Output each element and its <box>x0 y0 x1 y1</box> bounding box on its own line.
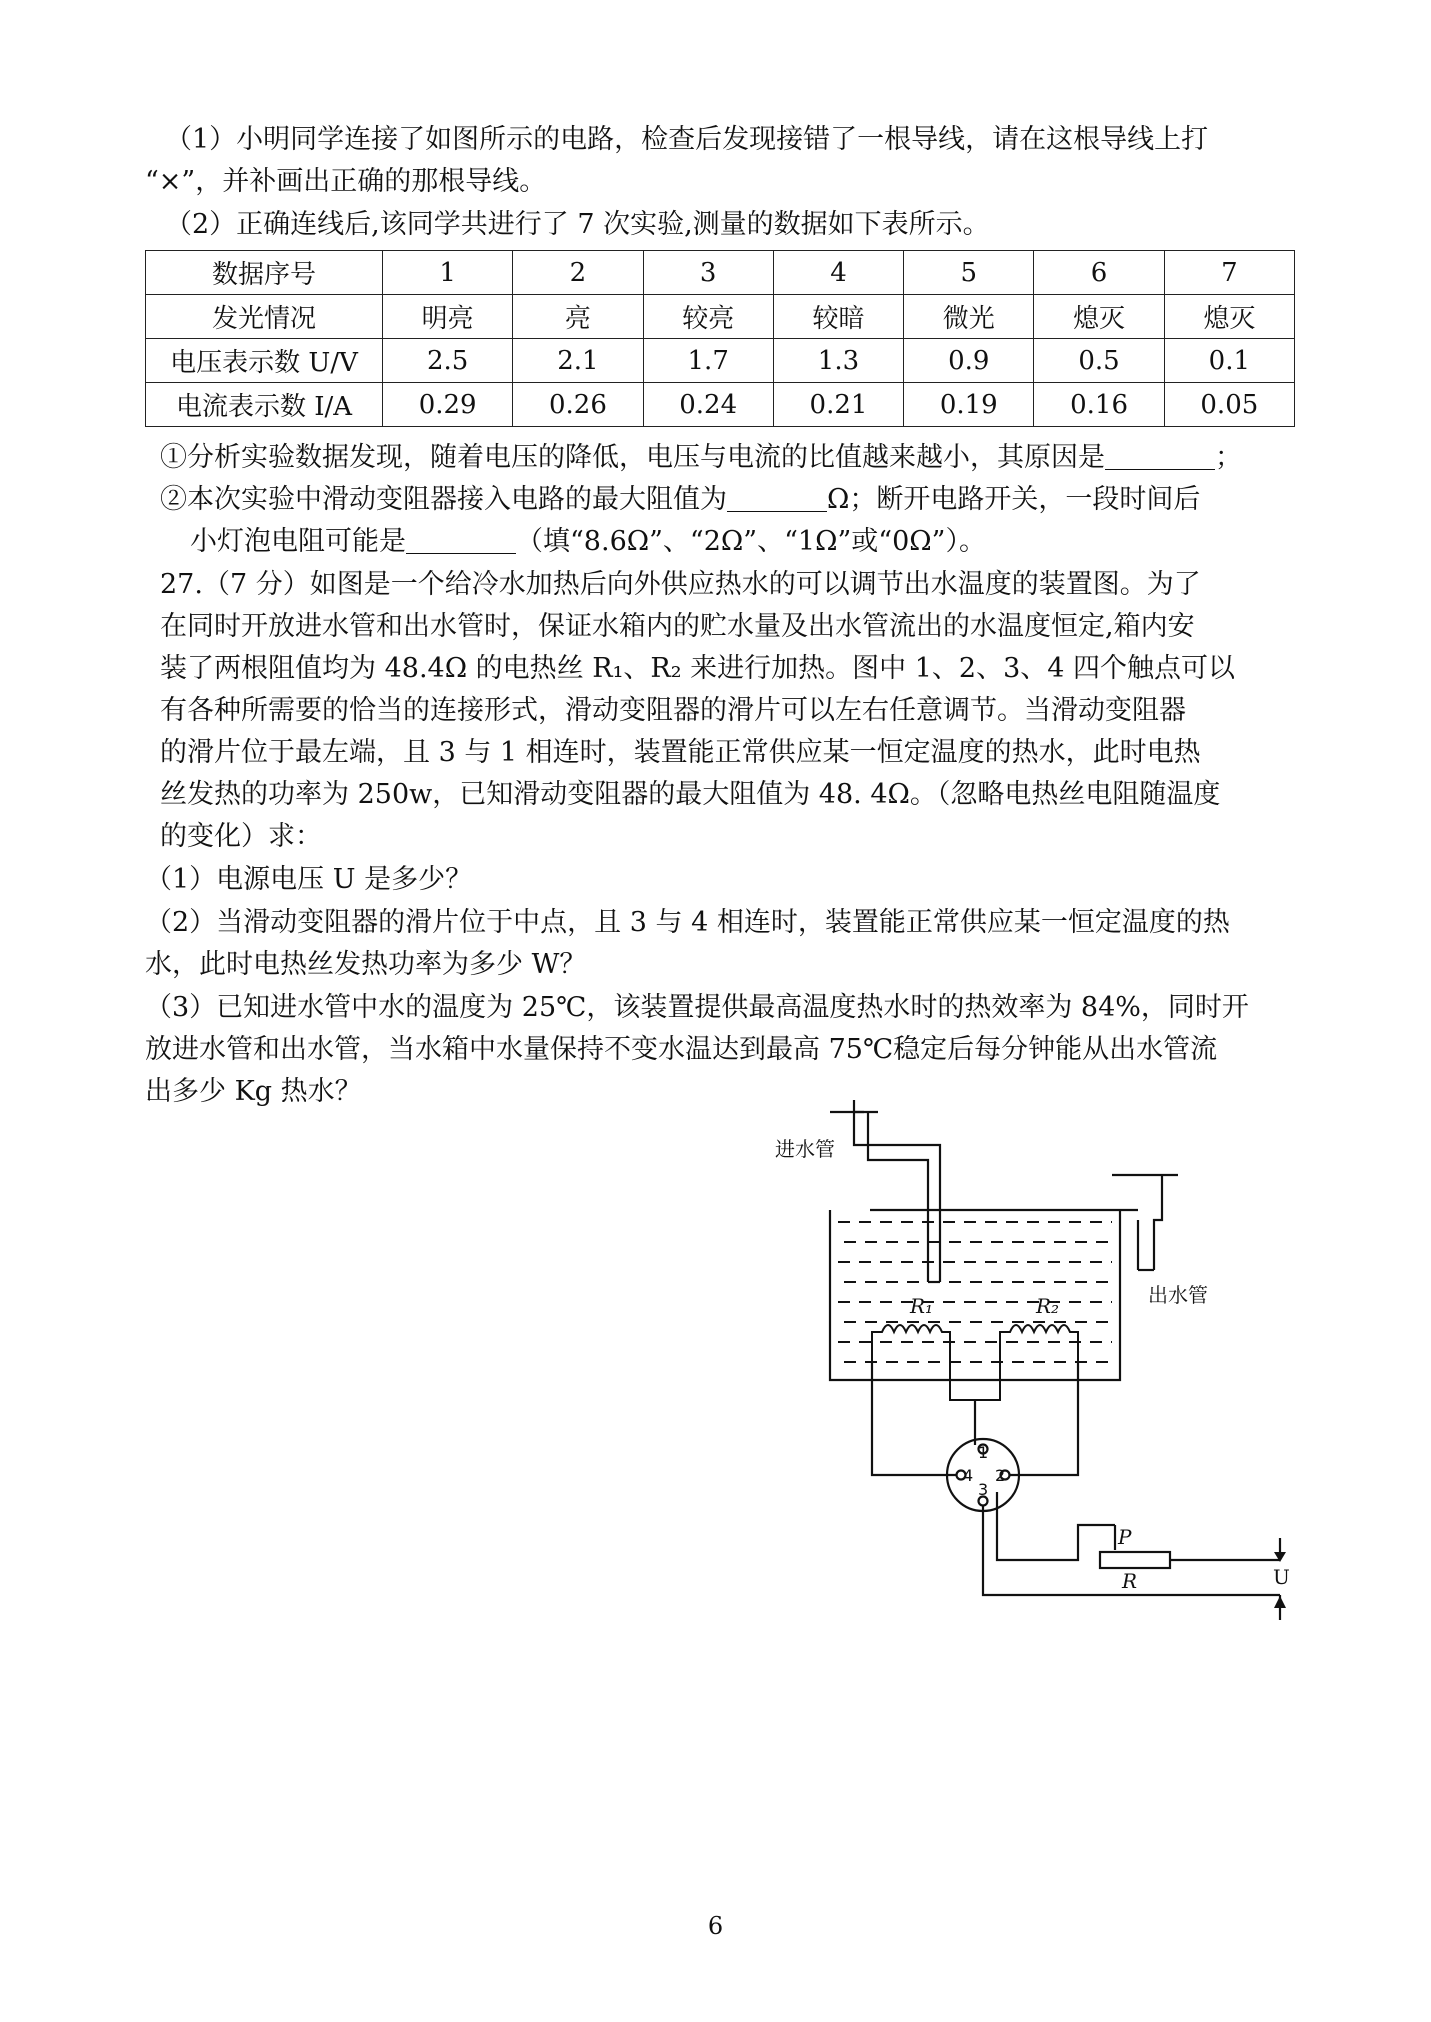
table-header-cell: 1 <box>383 251 513 295</box>
wire-to-slider <box>997 1492 1100 1560</box>
q27-question3-line: （3）已知进水管中水的温度为 25℃，该装置提供最高温度热水时的热效率为 84%，同时开 <box>145 992 1249 1023</box>
slider-label: P <box>1118 1525 1132 1549</box>
table-cell: 明亮 <box>383 295 513 339</box>
q26-sub2 <box>160 480 1200 520</box>
table-cell: 1.7 <box>643 339 773 383</box>
q27-stem-line: 丝发热的功率为 250w，已知滑动变阻器的最大阻值为 48. 4Ω。（忽略电热丝电阻随温度 <box>160 779 1221 810</box>
contact-3: 3 <box>978 1480 989 1499</box>
table-header-cell: 6 <box>1034 251 1164 295</box>
table-header-label: 数据序号 <box>146 251 383 295</box>
table-cell: 0.29 <box>383 383 513 427</box>
rheostat-label: R <box>1122 1569 1138 1593</box>
contact-4: 4 <box>963 1466 974 1485</box>
table-header-row <box>146 251 1295 295</box>
contact-2: 2 <box>995 1466 1006 1485</box>
inlet-label: 进水管 <box>775 1137 835 1161</box>
contact-1: 1 <box>978 1443 989 1462</box>
answer-blank[interactable] <box>727 483 827 512</box>
q27-stem-line: 27.（7 分）如图是一个给冷水加热后向外供应热水的可以调节出水温度的装置图。为了 <box>160 569 1201 600</box>
water-tank <box>830 1210 1120 1380</box>
table-cell: 熄灭 <box>1164 295 1294 339</box>
table-row <box>146 383 1295 427</box>
table-cell: 0.1 <box>1164 339 1294 383</box>
q27-stem-line: 的变化）求： <box>160 821 322 852</box>
q27-question2-line: （2）当滑动变阻器的滑片位于中点，且 3 与 4 相连时，装置能正常供应某一恒定温度的热 <box>145 907 1230 938</box>
table-cell: 较亮 <box>643 295 773 339</box>
q26-sub2-text-c: 小灯泡电阻可能是 <box>190 526 406 557</box>
q26-part1-line1: （1）小明同学连接了如图所示的电路，检查后发现接错了一根导线，请在这根导线上打 <box>165 124 1209 155</box>
q26-sub1 <box>160 438 1242 478</box>
q26-sub1-text: ①分析实验数据发现，随着电压的降低，电压与电流的比值越来越小，其原因是 <box>160 442 1105 473</box>
table-cell: 0.16 <box>1034 383 1164 427</box>
q26-sub1-end: ； <box>1215 442 1242 473</box>
q27-question2-line: 水，此时电热丝发热功率为多少 W？ <box>145 949 587 980</box>
q26-part2-intro: （2）正确连线后,该同学共进行了 7 次实验,测量的数据如下表所示。 <box>165 209 990 240</box>
table-cell: 微光 <box>904 295 1034 339</box>
q27-stem-line: 有各种所需要的恰当的连接形式，滑动变阻器的滑片可以左右任意调节。当滑动变阻器 <box>160 695 1186 726</box>
table-header-cell: 2 <box>513 251 643 295</box>
water-heater-diagram <box>760 1100 1320 1660</box>
table-cell: 熄灭 <box>1034 295 1164 339</box>
table-cell: 2.1 <box>513 339 643 383</box>
table-cell: 亮 <box>513 295 643 339</box>
heater-r1 <box>872 1325 950 1362</box>
wire-r1-to-4 <box>872 1415 960 1475</box>
q27-stem-line: 的滑片位于最左端，且 3 与 1 相连时，装置能正常供应某一恒定温度的热水，此时电热 <box>160 737 1201 768</box>
table-header-cell: 4 <box>773 251 903 295</box>
q26-sub2-text-b: Ω；断开电路开关，一段时间后 <box>827 484 1201 515</box>
table-cell: 0.21 <box>773 383 903 427</box>
table-cell: 2.5 <box>383 339 513 383</box>
table-cell: 0.26 <box>513 383 643 427</box>
terminal-arrow-icon <box>1274 1596 1286 1608</box>
answer-blank[interactable] <box>406 525 516 554</box>
table-cell: 0.5 <box>1034 339 1164 383</box>
row-label: 电压表示数 U/V <box>146 339 383 383</box>
table-cell: 0.9 <box>904 339 1034 383</box>
outlet-label: 出水管 <box>1148 1283 1208 1307</box>
q26-sub2-text-d: （填“8.6Ω”、“2Ω”、“1Ω”或“0Ω”）。 <box>516 526 986 557</box>
table-cell: 0.05 <box>1164 383 1294 427</box>
table-cell: 0.19 <box>904 383 1034 427</box>
outlet-pipe <box>1138 1175 1162 1270</box>
q26-part1-line2: “×”，并补画出正确的那根导线。 <box>145 166 547 197</box>
voltage-label: U <box>1273 1565 1290 1589</box>
row-label: 电流表示数 I/A <box>146 383 383 427</box>
table-row <box>146 295 1295 339</box>
r1-label: R₁ <box>910 1294 934 1318</box>
q27-stem-line: 在同时开放进水管和出水管时，保证水箱内的贮水量及出水管流出的水温度恒定,箱内安 <box>160 611 1195 642</box>
q26-sub2-text-a: ②本次实验中滑动变阻器接入电路的最大阻值为 <box>160 484 727 515</box>
q27-stem-line: 装了两根阻值均为 48.4Ω 的电热丝 R₁、R₂ 来进行加热。图中 1、2、3、4 四个触点可以 <box>160 653 1236 684</box>
page-number: 6 <box>707 1912 724 1940</box>
table-cell: 1.3 <box>773 339 903 383</box>
q27-question3-line: 放进水管和出水管，当水箱中水量保持不变水温达到最高 75℃稳定后每分钟能从出水管流 <box>145 1034 1218 1065</box>
q26-sub2-cont <box>190 522 986 562</box>
rheostat-r <box>1100 1552 1170 1568</box>
table-header-cell: 5 <box>904 251 1034 295</box>
table-row <box>146 339 1295 383</box>
data-table <box>145 250 1295 427</box>
table-cell: 较暗 <box>773 295 903 339</box>
r2-label: R₂ <box>1036 1294 1060 1318</box>
q27-question1: （1）电源电压 U 是多少？ <box>145 864 473 895</box>
table-header-cell: 3 <box>643 251 773 295</box>
q27-question3-line: 出多少 Kg 热水？ <box>145 1076 362 1107</box>
table-cell: 0.24 <box>643 383 773 427</box>
answer-blank[interactable] <box>1105 441 1215 470</box>
water-surface-lines <box>838 1222 1112 1362</box>
table-header-cell: 7 <box>1164 251 1294 295</box>
row-label: 发光情况 <box>146 295 383 339</box>
heater-r2 <box>1000 1325 1078 1362</box>
